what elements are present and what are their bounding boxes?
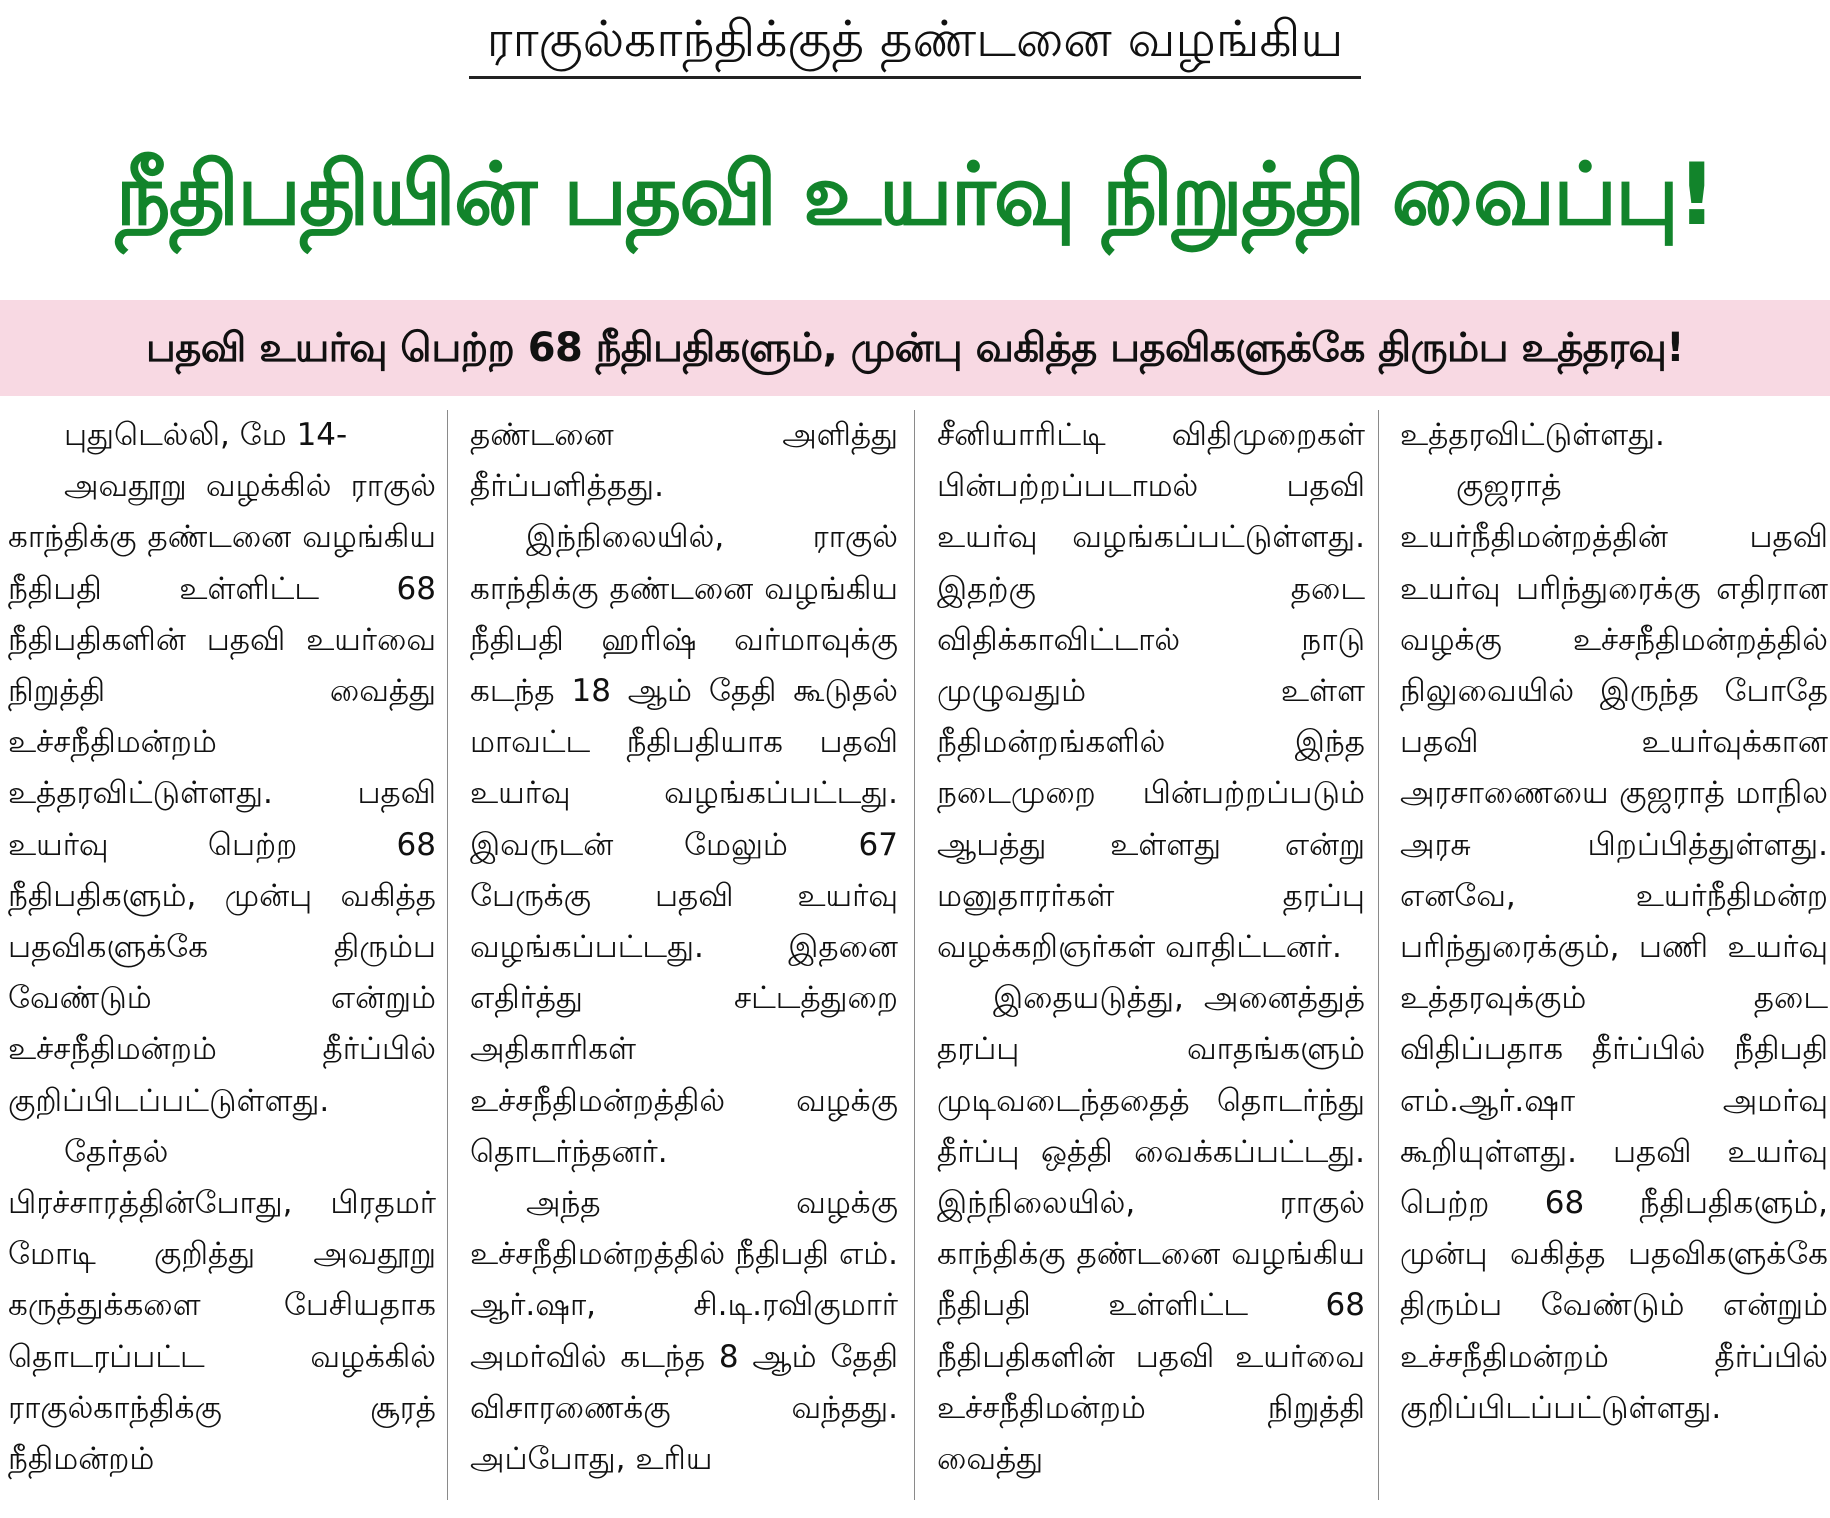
article-column-1 [8, 410, 436, 1510]
kicker-line [0, 0, 1830, 90]
article-body [0, 410, 1830, 1518]
column-rule [914, 410, 915, 1500]
kicker-text: ராகுல்காந்திக்குத் தண்டனை வழங்கிய [469, 0, 1362, 79]
column-rule [447, 410, 448, 1500]
paragraph: இந்நிலையில், ராகுல் காந்திக்கு தண்டனை வழங்கிய நீதிபதி ஹரிஷ் வர்மாவுக்கு கடந்த 18 ஆம் தேதி கூடுதல் மாவட்ட நீதிபதியாக பதவி உயர்வு வழங்கப்பட்டது. இவருடன் மேலும் 67 பேருக்கு பதவி உயர்வு வழங்கப்பட்டது. இதனை எதிர்த்து சட்டத்துறை அதிகாரிகள் உச்சநீதிமன்றத்தில் வழக்கு தொடர்ந்தனர். [470, 519, 898, 1170]
article-column-2 [470, 410, 898, 1510]
paragraph: தேர்தல் பிரச்சாரத்தின்போது, பிரதமர் மோடி குறித்து அவதூறு கருத்துக்களை பேசியதாக தொடரப்பட்ட வழக்கில் ராகுல்காந்திக்கு சூரத் நீதிமன்றம் [8, 1133, 436, 1478]
paragraph: இதையடுத்து, அனைத்துத் தரப்பு வாதங்களும் முடிவடைந்ததைத் தொடர்ந்து தீர்ப்பு ஒத்தி வைக்கப்பட்டது. இந்நிலையில், ராகுல் காந்திக்கு தண்டனை வழங்கிய நீதிபதி உள்ளிட்ட 68 நீதிபதிகளின் பதவி உயர்வை உச்சநீதிமன்றம் நிறுத்தி வைத்து [937, 980, 1365, 1478]
article-column-3 [937, 410, 1365, 1510]
paragraph: அவதூறு வழக்கில் ராகுல் காந்திக்கு தண்டனை வழங்கிய நீதிபதி உள்ளிட்ட 68 நீதிபதிகளின் பதவி உயர்வை நிறுத்தி வைத்து உச்சநீதிமன்றம் உத்தரவிட்டுள்ளது. பதவி உயர்வு பெற்ற 68 நீதிபதிகளும், முன்பு வகித்த பதவிகளுக்கே திரும்ப வேண்டும் என்றும் உச்சநீதிமன்றம் தீர்ப்பில் குறிப்பிடப்பட்டுள்ளது. [8, 468, 436, 1119]
paragraph: குஜராத் உயர்நீதிமன்றத்தின் பதவி உயர்வு பரிந்துரைக்கு எதிரான வழக்கு உச்சநீதிமன்றத்தில் நிலுவையில் இருந்த போதே பதவி உயர்வுக்கான அரசாணையை குஜராத் மாநில அரசு பிறப்பித்துள்ளது. எனவே, உயர்நீதிமன்ற பரிந்துரைக்கும், பணி உயர்வு உத்தரவுக்கும் தடை விதிப்பதாக தீர்ப்பில் நீதிபதி எம்.ஆர்.ஷா அமர்வு கூறியுள்ளது. பதவி உயர்வு பெற்ற 68 நீதிபதிகளும், முன்பு வகித்த பதவிகளுக்கே திரும்ப வேண்டும் என்றும் உச்சநீதிமன்றம் தீர்ப்பில் குறிப்பிடப்பட்டுள்ளது. [1400, 468, 1828, 1426]
article-column-4 [1400, 410, 1828, 1510]
subheadline: பதவி உயர்வு பெற்ற 68 நீதிபதிகளும், முன்பு வகித்த பதவிகளுக்கே திரும்ப உத்தரவு! [145, 325, 1685, 371]
paragraph: அந்த வழக்கு உச்சநீதிமன்றத்தில் நீதிபதி எம். ஆர்.ஷா, சி.டி.ரவிகுமார் அமர்வில் கடந்த 8 ஆம் தேதி விசாரணைக்கு வந்தது. அப்போது, உரிய [470, 1185, 898, 1478]
subheadline-band [0, 300, 1830, 396]
headline: நீதிபதியின் பதவி உயர்வு நிறுத்தி வைப்பு! [115, 145, 1715, 245]
paragraph-continued: தண்டனை அளித்து தீர்ப்பளித்தது. [470, 417, 898, 505]
column-rule [1378, 410, 1379, 1500]
dateline: புதுடெல்லி, மே 14- [64, 417, 348, 453]
paragraph-continued: சீனியாரிட்டி விதிமுறைகள் பின்பற்றப்படாமல் பதவி உயர்வு வழங்கப்பட்டுள்ளது. இதற்கு தடை விதிக்காவிட்டால் நாடு முழுவதும் உள்ள நீதிமன்றங்களில் இந்த நடைமுறை பின்பற்றப்படும் ஆபத்து உள்ளது என்று மனுதாரர்கள் தரப்பு வழக்கறிஞர்கள் வாதிட்டனர். [937, 417, 1365, 966]
paragraph-continued: உத்தரவிட்டுள்ளது. [1400, 417, 1665, 453]
